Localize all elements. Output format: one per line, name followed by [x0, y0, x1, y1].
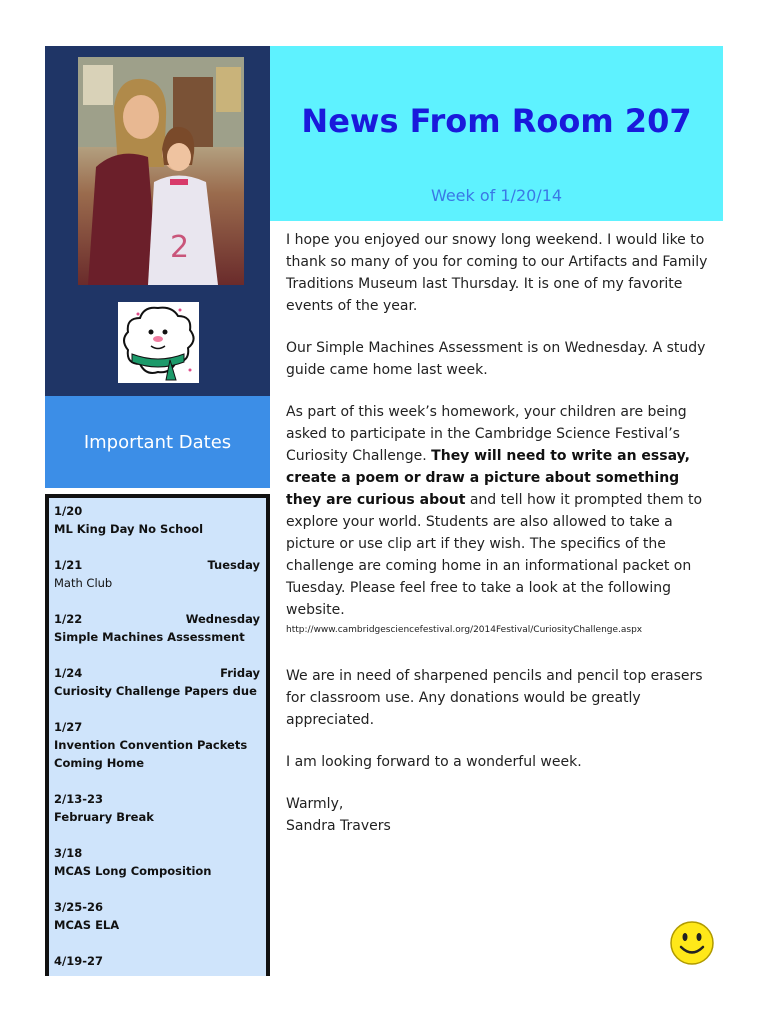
date-weekday: Friday — [220, 666, 260, 680]
date-entry — [49, 952, 266, 970]
date-line — [54, 844, 260, 862]
date-line — [54, 790, 260, 808]
date-entry — [49, 844, 266, 880]
date-line — [54, 502, 260, 520]
date-line — [54, 718, 260, 736]
date-description: February Break — [54, 810, 154, 824]
photo-panel — [45, 46, 270, 396]
date-weekday: Wednesday — [185, 612, 260, 626]
date-entry — [49, 718, 266, 772]
dates-list-container — [49, 502, 266, 970]
date-description: Curiosity Challenge Papers due — [54, 684, 257, 698]
important-dates-heading: Important Dates — [83, 431, 232, 453]
date-entry — [49, 898, 266, 934]
date-value: 3/18 — [54, 846, 83, 860]
date-value: 3/25-26 — [54, 900, 103, 914]
date-value: 2/13-23 — [54, 792, 103, 806]
paragraph-curiosity-challenge — [286, 401, 716, 637]
date-entry — [49, 502, 266, 538]
date-value: 1/22 — [54, 612, 83, 626]
date-weekday: Tuesday — [207, 558, 260, 572]
snowman-clipart-icon — [118, 302, 199, 383]
date-description: Invention Convention Packets Coming Home — [54, 738, 248, 770]
date-value: 1/24 — [54, 666, 83, 680]
date-entry — [49, 610, 266, 646]
date-entry — [49, 556, 266, 592]
date-value: 1/20 — [54, 504, 83, 518]
date-value: 1/27 — [54, 720, 83, 734]
challenge-intro-text: As part of this week’s homework, your children are being asked to participate in the Cambridge Science Festival’s Curiosity Challenge. — [286, 404, 687, 464]
paragraph-welcome: I hope you enjoyed our snowy long weekend. I would like to thank so many of you for coming to our Artifacts and Family Traditions Museum last Thursday. It is one of my favorite events of the year. — [286, 232, 708, 314]
date-line — [54, 664, 260, 682]
date-entry — [49, 664, 266, 700]
date-value: 4/19-27 — [54, 954, 103, 968]
teacher-student-photo — [78, 57, 244, 285]
date-description: MCAS ELA — [54, 918, 120, 932]
smiley-face-icon — [669, 920, 715, 966]
newsletter-title: News From Room 207 — [301, 102, 692, 140]
date-description: Math Club — [54, 576, 113, 590]
paragraph-closing-line: I am looking forward to a wonderful week. — [286, 754, 582, 770]
date-line — [54, 556, 260, 574]
challenge-website-link[interactable]: http://www.cambridgesciencefestival.org/2014Festival/CuriosityChallenge.aspx — [286, 625, 643, 635]
challenge-bold-text: They will need to write an essay, create a poem or draw a picture about something they are curious about — [286, 448, 690, 508]
svg-text:2: 2 — [170, 230, 190, 265]
title-panel — [270, 46, 723, 221]
closing-salutation: Warmly, — [286, 796, 344, 812]
paragraph-supplies: We are in need of sharpened pencils and pencil top erasers for classroom use. Any donations would be greatly appreciated. — [286, 668, 703, 728]
date-entry — [49, 790, 266, 826]
teacher-signature: Sandra Travers — [286, 818, 391, 834]
important-dates-list — [45, 494, 270, 976]
date-line — [54, 898, 260, 916]
newsletter-body — [286, 229, 716, 837]
paragraph-assessment: Our Simple Machines Assessment is on Wednesday. A study guide came home last week. — [286, 340, 706, 378]
date-line — [54, 952, 260, 970]
date-line — [54, 610, 260, 628]
date-value: 1/21 — [54, 558, 83, 572]
week-subtitle: Week of 1/20/14 — [430, 186, 563, 205]
date-description: Simple Machines Assessment — [54, 630, 245, 644]
date-description: ML King Day No School — [54, 522, 204, 536]
date-description: MCAS Long Composition — [54, 864, 212, 878]
challenge-detail-text: and tell how it prompted them to explore your world. Students are also allowed to take a picture or use clip art if they wish. The specifics of the challenge are coming home in an informational packet on Tuesday. Please feel free to take a look at the following website. — [286, 492, 703, 618]
important-dates-header — [45, 396, 270, 488]
